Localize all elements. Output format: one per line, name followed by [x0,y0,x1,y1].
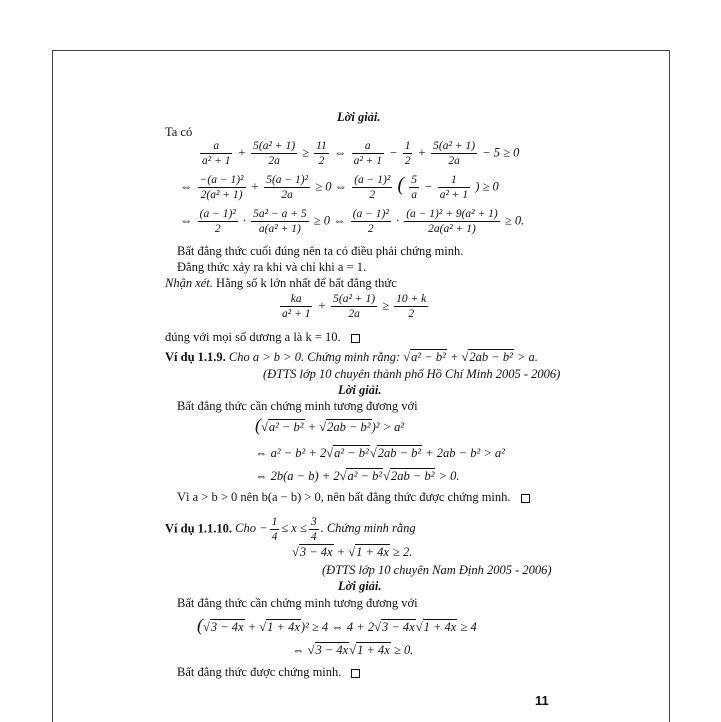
example-9-source: (ĐTTS lớp 10 chuyên thành phố Hồ Chí Minh 2005 - 2006) [263,367,561,381]
remark-line: Nhận xét. Hằng số k lớn nhất để bất đẳng thức [165,276,397,290]
example-10-inequality: √3 − 4x + √1 + 4x ≥ 2. [292,545,413,559]
example-10-step-2: ⇔ √3 − 4x√1 + 4x ≥ 0. [292,643,414,657]
ta-co: Ta có [165,125,193,139]
example-9-statement: Ví dụ 1.1.9. Cho a > b > 0. Chứng minh rằng: √a² − b² + √2ab − b² > a. [165,350,538,364]
example-9-final: Vì a > b > 0 nên b(a − b) > 0, nên bất đẳng thức được chứng minh. [177,490,530,505]
example-9-step-1: (√a² − b² + √2ab − b²)² > a² [255,415,405,435]
equation-3: ⇔ $\frac{\text{(a − 1)²}}{2}$ · $\frac{\text{5a² − a + 5}}{\text{a(a² + 1)}}$ ≥ 0 ⇔ $\frac{\text{(a − 1)²}}{2}$ · $\frac{\text{(a − 1)² + 9(a² + 1)}}{\text{2a(a² + 1)}}$ ≥ 0. [180,208,525,235]
solution-heading: Lời giải. [337,110,381,124]
equation-1: $\frac{a}{\text{a² + 1}}$ + $\frac{\text{5(a² + 1)}}{2a}$ ≥ $\frac{11}{2}$ ⇔ $\frac{a}{\text{a² + 1}}$ − $\frac{1}{2}$ + $\frac{\text{5(a² + 1)}}{2a}$ − 5 ≥ 0 [202,140,520,167]
qed-square-icon [351,669,360,678]
example-10-step-1: (√3 − 4x + √1 + 4x)² ≥ 4 ⇔ 4 + 2√3 − 4x√1 + 4x ≥ 4 [197,615,477,635]
qed-square-icon [351,334,360,343]
remark-end: đúng với mọi số dương a là k = 10. [165,330,360,345]
qed-square-icon [521,494,530,503]
equation-2: ⇔ $\frac{\text{−(a − 1)²}}{\text{2(a² + 1)}}$ + $\frac{\text{5(a − 1)²}}{2a}$ ≥ 0 ⇔ $\frac{\text{(a − 1)²}}{2}$ ( $\frac{5}{a}$ − $\frac{1}{\text{a² + 1}}$ ) ≥ 0 [180,173,499,201]
example-9-equiv: Bất đẳng thức cần chứng minh tương đương với [177,399,418,413]
example-9-solution-heading: Lời giải. [338,383,382,397]
example-10-equiv: Bất đẳng thức cần chứng minh tương đương với [177,596,418,610]
page-number: 11 [535,693,549,708]
example-10-statement: Ví dụ 1.1.10. Cho − $\frac{1}{4}$ ≤ x ≤ $\frac{3}{4}$ . Chứng minh rằng [165,516,416,543]
example-10-final: Bất đẳng thức được chứng minh. [177,665,360,680]
conclusion-line: Bất đẳng thức cuối đúng nên ta có điều phải chứng minh. [177,244,464,258]
example-9-step-3: ⇔ 2b(a − b) + 2√a² − b²√2ab − b² > 0. [255,469,460,483]
example-10-source: (ĐTTS lớp 10 chuyên Nam Định 2005 - 2006) [322,563,552,577]
equality-line: Đẳng thức xảy ra khi và chỉ khi a = 1. [177,260,367,274]
example-9-step-2: ⇔ a² − b² + 2√a² − b²√2ab − b² + 2ab − b² > a² [255,446,505,460]
example-10-solution-heading: Lời giải. [338,579,382,593]
equation-4: $\frac{ka}{\text{a² + 1}}$ + $\frac{\text{5(a² + 1)}}{2a}$ ≥ $\frac{10 + k}{2}$ [282,293,427,320]
